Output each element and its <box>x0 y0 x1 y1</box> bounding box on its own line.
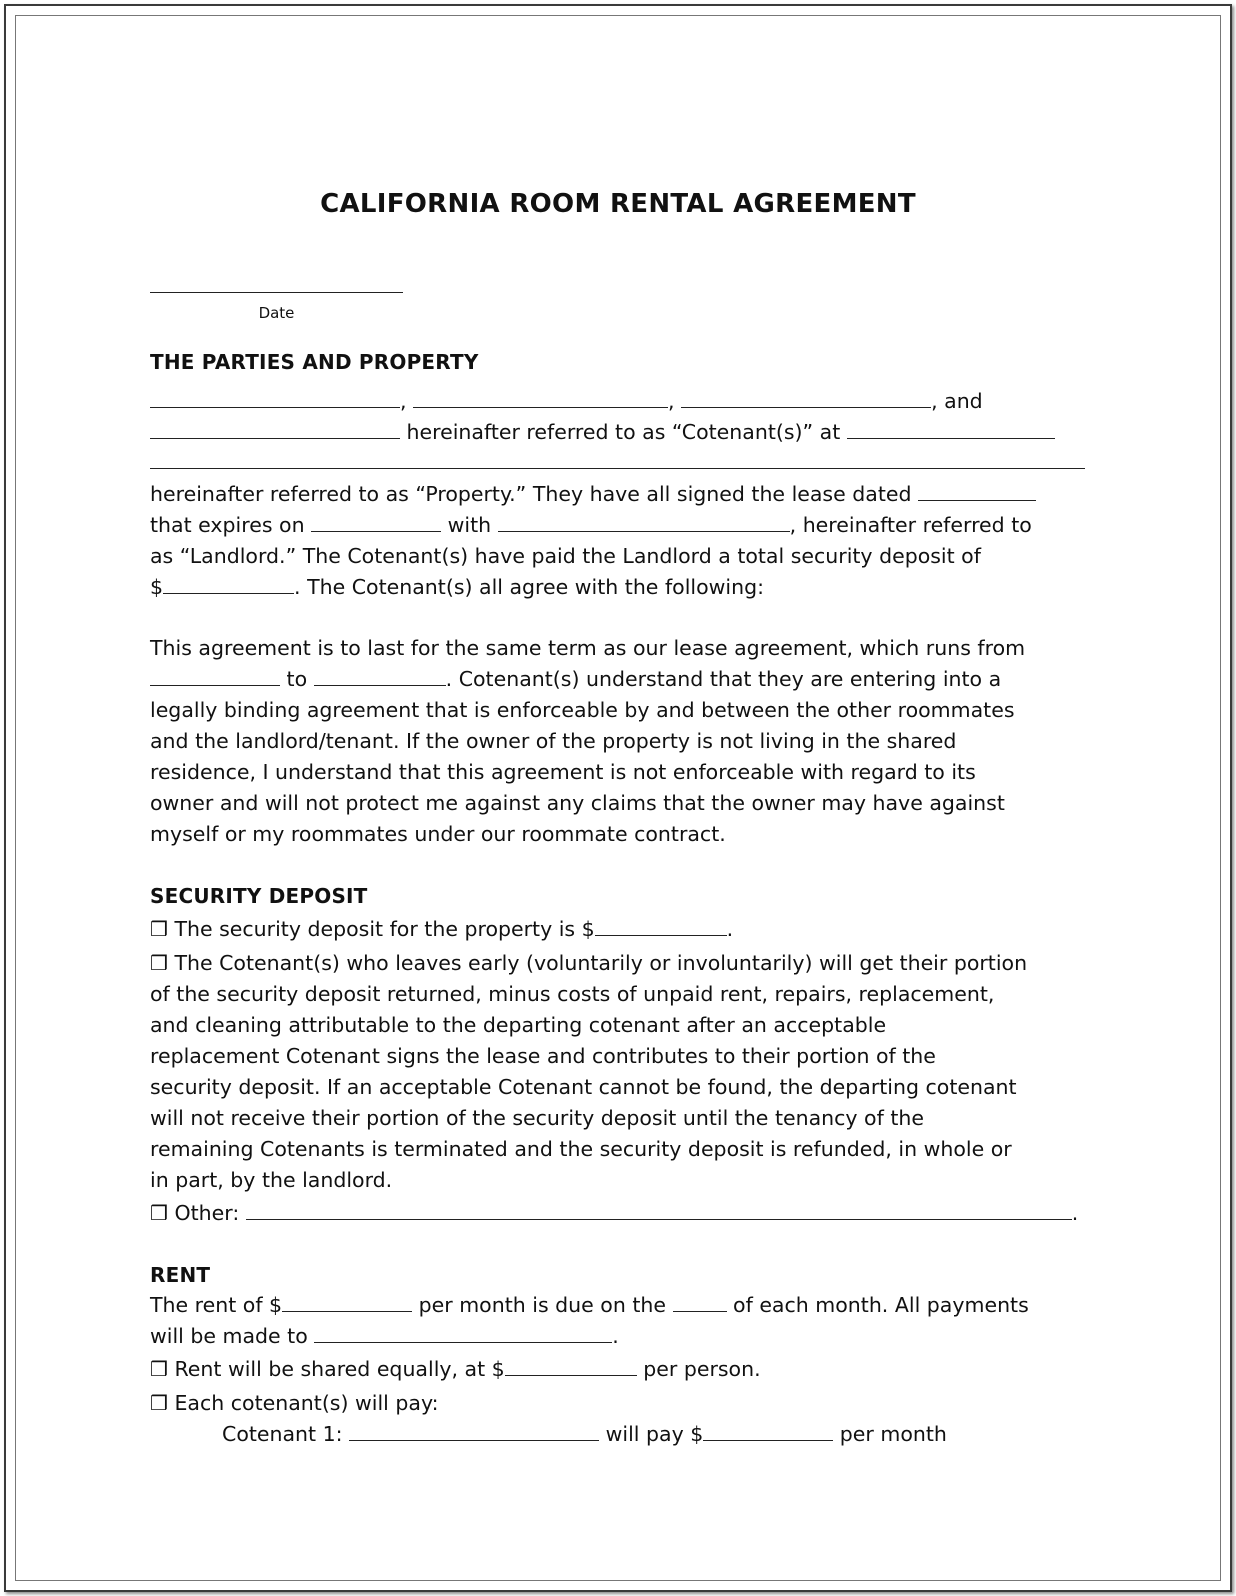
cotenant-1-amount-blank[interactable] <box>703 1424 833 1441</box>
parties-and-text: , and <box>931 389 983 413</box>
security-option-1-text: The security deposit for the property is $ <box>174 917 595 941</box>
rent-option-1 <box>150 1357 761 1381</box>
other-blank[interactable] <box>246 1203 1072 1220</box>
per-person-amount-blank[interactable] <box>505 1359 637 1376</box>
rent-of-text: The rent of $ <box>150 1293 283 1317</box>
term-line-6: owner and will not protect me against any claims that the owner may have against <box>150 791 1005 815</box>
period-text: . <box>1071 1201 1079 1225</box>
term-line-7: myself or my roommates under our roommate contract. <box>150 822 726 846</box>
term-line-3: legally binding agreement that is enforceable by and between the other roommates <box>150 698 1015 722</box>
term-understand-text: . Cotenant(s) understand that they are entering into a <box>445 667 1002 691</box>
each-cotenant-text: Each cotenant(s) will pay: <box>174 1391 439 1415</box>
landlord-reference-text: , hereinafter referred to <box>789 513 1032 537</box>
security-option-2-line-6: will not receive their portion of the security deposit until the tenancy of the <box>150 1106 924 1130</box>
rent-line-1 <box>150 1293 1029 1317</box>
security-heading: SECURITY DEPOSIT <box>150 884 368 908</box>
checkbox-icon[interactable]: ❒ <box>150 917 168 941</box>
period-text: . <box>726 917 734 941</box>
security-option-2-line-4: replacement Cotenant signs the lease and contributes to their portion of the <box>150 1044 936 1068</box>
property-address-blank[interactable] <box>847 422 1055 439</box>
term-line-4: and the landlord/tenant. If the owner of the property is not living in the shared <box>150 729 957 753</box>
parties-line-3 <box>150 482 1036 506</box>
security-option-2-line-2: of the security deposit returned, minus costs of unpaid rent, repairs, replacement, <box>150 982 995 1006</box>
security-option-2-line-7: remaining Cotenants is terminated and the security deposit is refunded, in whole or <box>150 1137 1012 1161</box>
cotenant-1-row <box>222 1422 947 1446</box>
expires-text: that expires on <box>150 513 305 537</box>
property-reference-text: hereinafter referred to as “Property.” They have all signed the lease dated <box>150 482 912 506</box>
rent-line-2 <box>150 1324 619 1348</box>
security-option-2-line-8: in part, by the landlord. <box>150 1168 393 1192</box>
due-day-blank[interactable] <box>673 1295 727 1312</box>
agree-text: . The Cotenant(s) all agree with the following: <box>294 575 765 599</box>
term-line-2 <box>150 667 1001 691</box>
rent-option-2 <box>150 1391 439 1415</box>
term-end-blank[interactable] <box>314 669 446 686</box>
parties-line-2 <box>150 420 1055 444</box>
each-month-text: of each month. All payments <box>733 1293 1029 1317</box>
date-blank[interactable] <box>150 292 403 293</box>
cotenants-reference-text: hereinafter referred to as “Cotenant(s)” at <box>406 420 841 444</box>
cotenant-name-blank-4[interactable] <box>150 422 400 439</box>
total-deposit-blank[interactable] <box>163 577 294 594</box>
parties-line-4 <box>150 513 1032 537</box>
per-person-text: per person. <box>643 1357 761 1381</box>
security-option-2-text: The Cotenant(s) who leaves early (voluntarily or involuntarily) will get their portion <box>174 951 1028 975</box>
rent-shared-text: Rent will be shared equally, at $ <box>174 1357 505 1381</box>
security-option-1 <box>150 917 733 941</box>
security-option-2-line-1 <box>150 951 1027 975</box>
parties-line-6 <box>150 575 764 599</box>
rent-heading: RENT <box>150 1263 211 1287</box>
document-title: CALIFORNIA ROOM RENTAL AGREEMENT <box>320 189 916 219</box>
will-pay-text: will pay $ <box>605 1422 704 1446</box>
payments-to-text: will be made to <box>150 1324 308 1348</box>
cotenant-1-name-blank[interactable] <box>349 1424 599 1441</box>
security-option-3 <box>150 1201 1078 1225</box>
cotenant-1-label: Cotenant 1: <box>222 1422 343 1446</box>
checkbox-icon[interactable]: ❒ <box>150 1391 168 1415</box>
property-address-continuation-blank[interactable] <box>150 468 1085 469</box>
security-amount-blank[interactable] <box>595 919 727 936</box>
cotenant-name-blank-3[interactable] <box>681 391 931 408</box>
term-line-5: residence, I understand that this agreement is not enforceable with regard to its <box>150 760 976 784</box>
to-text: to <box>286 667 308 691</box>
parties-line-1: , , , and <box>150 389 983 413</box>
expiry-date-blank[interactable] <box>311 515 441 532</box>
per-month-text: per month <box>839 1422 947 1446</box>
dollar-sign: $ <box>150 575 164 599</box>
cotenant-name-blank-1[interactable] <box>150 391 400 408</box>
term-line-1: This agreement is to last for the same term as our lease agreement, which runs from <box>150 636 1026 660</box>
security-option-2-line-5: security deposit. If an acceptable Cotenant cannot be found, the departing cotenant <box>150 1075 1017 1099</box>
checkbox-icon[interactable]: ❒ <box>150 1357 168 1381</box>
checkbox-icon[interactable]: ❒ <box>150 951 168 975</box>
term-start-blank[interactable] <box>150 669 280 686</box>
payee-blank[interactable] <box>314 1326 612 1343</box>
period-text: . <box>612 1324 619 1348</box>
cotenant-name-blank-2[interactable] <box>413 391 668 408</box>
other-label: Other: <box>174 1201 240 1225</box>
date-label: Date <box>258 304 295 322</box>
security-option-2-line-3: and cleaning attributable to the departing cotenant after an acceptable <box>150 1013 887 1037</box>
lease-date-blank[interactable] <box>918 484 1036 501</box>
per-month-due-text: per month is due on the <box>418 1293 666 1317</box>
landlord-name-blank[interactable] <box>498 515 790 532</box>
parties-line-5: as “Landlord.” The Cotenant(s) have paid the Landlord a total security deposit of <box>150 544 981 568</box>
with-text: with <box>447 513 492 537</box>
checkbox-icon[interactable]: ❒ <box>150 1201 168 1225</box>
parties-heading: THE PARTIES AND PROPERTY <box>150 350 479 374</box>
rent-amount-blank[interactable] <box>282 1295 412 1312</box>
